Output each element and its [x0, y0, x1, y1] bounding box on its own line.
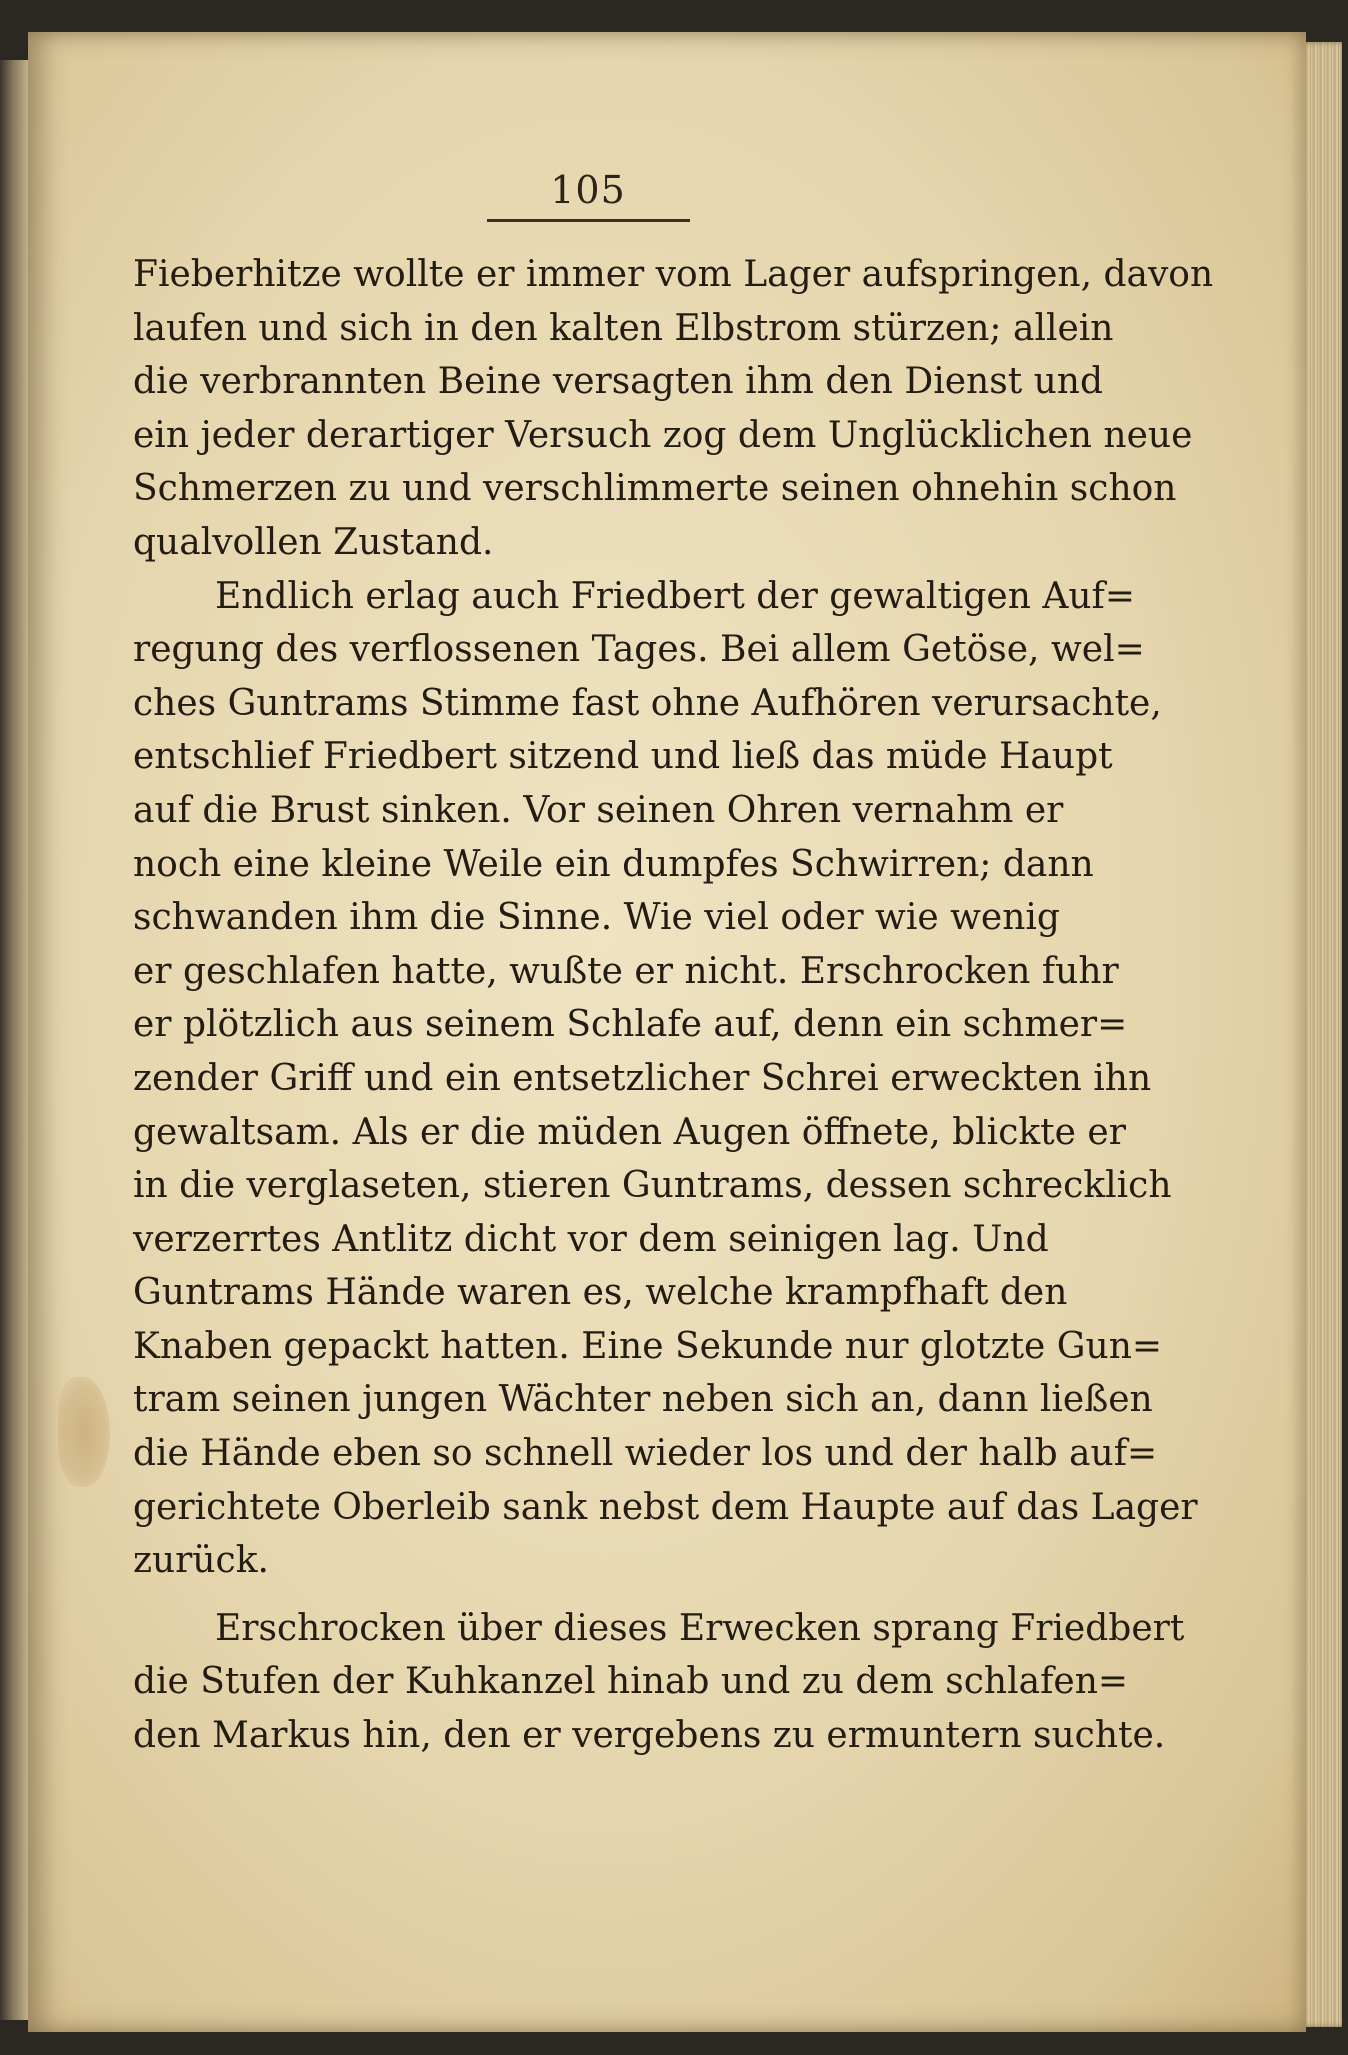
text-line: die Hände eben so schnell wieder los und der halb auf=	[133, 1433, 1158, 1475]
text-line: gewaltsam. Als er die müden Augen öffnete, blickte er	[133, 1111, 1126, 1153]
text-line: Guntrams Hände waren es, welche krampfhaft den	[133, 1272, 1068, 1314]
paragraph	[133, 570, 1198, 1588]
text-line: ein jeder derartiger Versuch zog dem Unglücklichen neue	[133, 414, 1193, 456]
text-line: tram seinen jungen Wächter neben sich an, dann ließen	[133, 1379, 1153, 1421]
paragraph-gap	[133, 1588, 1047, 1602]
left-page-edge	[0, 60, 30, 2020]
text-line: er geschlafen hatte, wußte er nicht. Erschrocken fuhr	[133, 950, 1119, 992]
text-line: in die verglaseten, stieren Guntrams, dessen schrecklich	[133, 1165, 1172, 1207]
header-rule	[487, 219, 690, 222]
text-line: Schmerzen zu und verschlimmerte seinen ohnehin schon	[133, 468, 1177, 510]
text-line: Fieberhitze wollte er immer vom Lager aufspringen, davon	[133, 254, 1214, 295]
text-line: zurück.	[133, 1540, 269, 1582]
page-number: 105	[550, 168, 626, 212]
text-line: regung des verflossenen Tages. Bei allem Getöse, wel=	[133, 629, 1145, 671]
text-line: Endlich erlag auch Friedbert der gewaltigen Auf=	[215, 575, 1136, 617]
text-line: die Stufen der Kuhkanzel hinab und zu dem schlafen=	[133, 1661, 1129, 1703]
text-line: Knaben gepackt hatten. Eine Sekunde nur glotzte Gun=	[133, 1325, 1163, 1367]
text-line: er plötzlich aus seinem Schlafe auf, denn ein schmer=	[133, 1004, 1128, 1046]
body-text	[133, 248, 1214, 1763]
paper-stain	[58, 1377, 110, 1487]
text-line: ches Guntrams Stimme fast ohne Aufhören verursachte,	[133, 682, 1162, 724]
text-line: gerichtete Oberleib sank nebst dem Haupte auf das Lager	[133, 1486, 1198, 1528]
text-line: entschlief Friedbert sitzend und ließ das müde Haupt	[133, 736, 1113, 778]
text-line: verzerrtes Antlitz dicht vor dem seinigen lag. Und	[133, 1218, 1049, 1260]
paragraph	[133, 1602, 1185, 1763]
text-line: die verbrannten Beine versagten ihm den Dienst und	[133, 361, 1104, 403]
paragraph	[133, 248, 1214, 570]
text-line: Erschrocken über dieses Erwecken sprang Friedbert	[215, 1607, 1185, 1649]
text-line: den Markus hin, den er vergebens zu ermuntern suchte.	[133, 1715, 1166, 1757]
text-line: qualvollen Zustand.	[133, 521, 494, 563]
text-line: noch eine kleine Weile ein dumpfes Schwirren; dann	[133, 843, 1094, 885]
text-line: laufen und sich in den kalten Elbstrom stürzen; allein	[133, 307, 1114, 349]
text-line: zender Griff und ein entsetzlicher Schrei erweckten ihn	[133, 1057, 1152, 1099]
text-line: auf die Brust sinken. Vor seinen Ohren vernahm er	[133, 789, 1064, 831]
text-line: schwanden ihm die Sinne. Wie viel oder wie wenig	[133, 897, 1060, 939]
